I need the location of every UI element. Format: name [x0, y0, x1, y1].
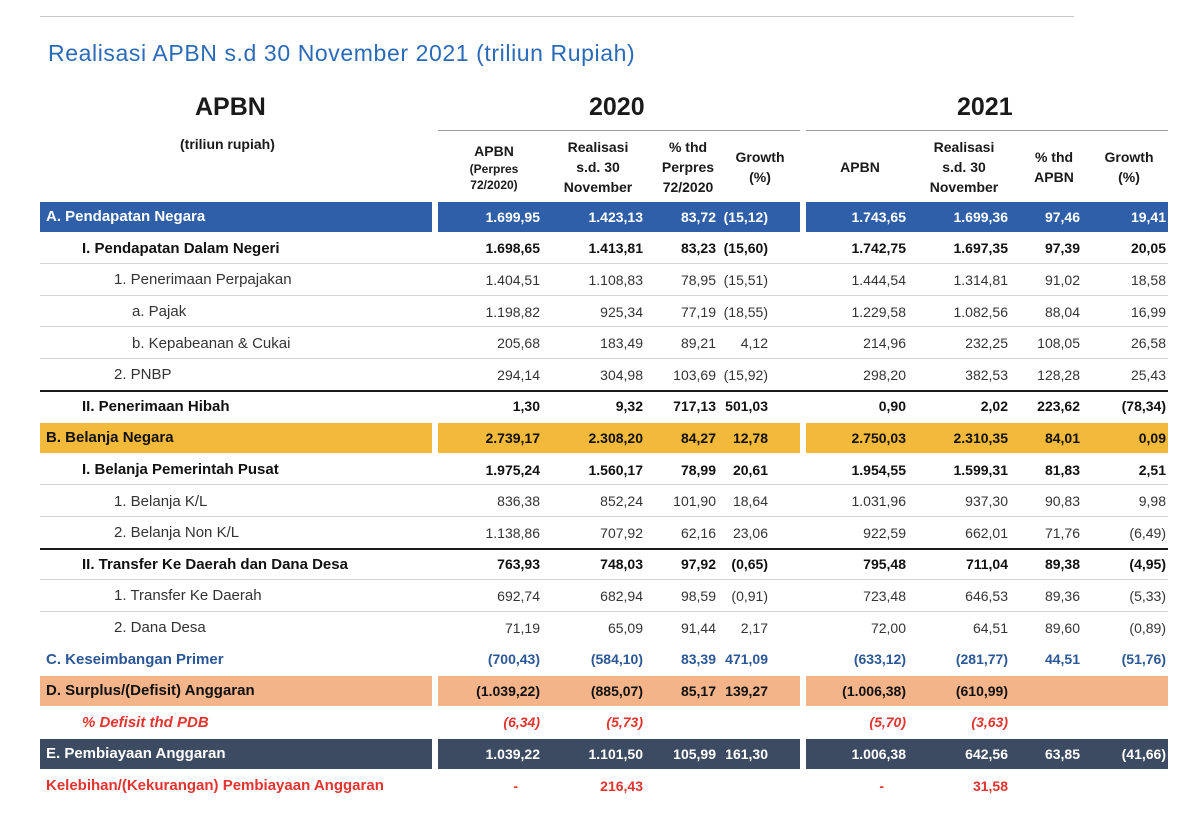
row-label: II. Penerimaan Hibah [82, 397, 230, 415]
value-cell: 71,19 [504, 619, 540, 636]
row-label: A. Pendapatan Negara [46, 208, 206, 226]
value-cell: 139,27 [725, 682, 768, 699]
value-cell: 1.423,13 [588, 208, 643, 225]
value-cell: (51,76) [1121, 651, 1166, 668]
value-cell: (15,12) [723, 208, 768, 225]
value-cell: (18,55) [723, 303, 768, 320]
value-cell: (1.039,22) [476, 682, 540, 699]
row-label: 1. Transfer Ke Daerah [114, 587, 262, 605]
table-row [40, 360, 1168, 392]
value-cell: 1.413,81 [588, 240, 643, 257]
unit-subheading: (triliun rupiah) [180, 136, 275, 152]
value-cell: 1.743,65 [851, 208, 906, 225]
table-row [40, 581, 1168, 612]
value-cell: 1,30 [512, 398, 540, 415]
value-cell: 1.108,83 [588, 271, 643, 288]
value-cell: 62,16 [680, 524, 716, 541]
value-cell: 304,98 [600, 366, 643, 383]
col-2020-pct-label: % thd Perpres 72/2020 [661, 138, 715, 196]
value-cell: 294,14 [497, 366, 540, 383]
table-row [40, 234, 1168, 265]
value-cell: - [513, 777, 518, 794]
value-cell: 1.006,38 [851, 745, 906, 762]
value-cell: 97,39 [1044, 240, 1080, 257]
value-cell: 232,25 [965, 335, 1008, 352]
year-2020-heading: 2020 [589, 93, 645, 121]
value-cell: (78,34) [1121, 398, 1166, 415]
value-cell: 91,44 [680, 619, 716, 636]
value-cell: 1.138,86 [485, 524, 540, 541]
value-cell: 16,99 [1130, 303, 1166, 320]
value-cell: 78,99 [680, 461, 716, 478]
value-cell: 836,38 [497, 493, 540, 510]
value-cell: 382,53 [965, 366, 1008, 383]
value-cell: 84,01 [1044, 429, 1080, 446]
value-cell: 89,60 [1044, 619, 1080, 636]
value-cell: 214,96 [863, 335, 906, 352]
value-cell: 9,32 [615, 398, 643, 415]
value-cell: 1.039,22 [485, 745, 540, 762]
value-cell: 922,59 [863, 524, 906, 541]
value-cell: 12,78 [732, 429, 768, 446]
value-cell: 717,13 [673, 398, 716, 415]
value-cell: 1.954,55 [851, 461, 906, 478]
value-cell: (5,33) [1129, 587, 1166, 604]
value-cell: 19,41 [1130, 208, 1166, 225]
value-cell: 2.310,35 [953, 429, 1008, 446]
value-cell: 71,76 [1044, 524, 1080, 541]
value-cell: (700,43) [487, 651, 540, 668]
row-label: D. Surplus/(Defisit) Anggaran [46, 682, 255, 700]
value-cell: 2.308,20 [588, 429, 643, 446]
value-cell: 711,04 [965, 556, 1008, 573]
value-cell: 20,61 [732, 461, 768, 478]
col-2020-apbn-label: APBN [474, 142, 514, 159]
value-cell: 1.599,31 [953, 461, 1008, 478]
table-row [40, 771, 1168, 801]
value-cell: 65,09 [607, 619, 643, 636]
value-cell: 183,49 [600, 335, 643, 352]
row-label: E. Pembiayaan Anggaran [46, 745, 226, 763]
value-cell: 1.314,81 [953, 271, 1008, 288]
value-cell: 25,43 [1130, 366, 1166, 383]
value-cell: 0,90 [878, 398, 906, 415]
value-cell: (15,60) [723, 240, 768, 257]
value-cell: 795,48 [863, 556, 906, 573]
value-cell: (4,95) [1129, 556, 1166, 573]
value-cell: 471,09 [725, 651, 768, 668]
table-row [40, 202, 1168, 232]
row-label: C. Keseimbangan Primer [46, 650, 224, 668]
value-cell: 1.560,17 [588, 461, 643, 478]
value-cell: (15,92) [723, 366, 768, 383]
value-cell: 18,58 [1130, 271, 1166, 288]
value-cell: 64,51 [972, 619, 1008, 636]
value-cell: 2,17 [740, 619, 768, 636]
value-cell: 89,38 [1044, 556, 1080, 573]
row-label: I. Pendapatan Dalam Negeri [82, 239, 280, 257]
col-2021-growth-label: Growth (%) [1104, 148, 1154, 185]
value-cell: - [879, 777, 884, 794]
value-cell: 223,62 [1037, 398, 1080, 415]
table-row [40, 392, 1168, 422]
table-row [40, 265, 1168, 296]
value-cell: 707,92 [600, 524, 643, 541]
value-cell: 81,83 [1044, 461, 1080, 478]
value-cell: 78,95 [680, 271, 716, 288]
col-2020-realisasi-label: Realisasi s.d. 30 November [563, 138, 633, 196]
table-row [40, 328, 1168, 359]
value-cell: (885,07) [590, 682, 643, 699]
value-cell: 1.699,36 [953, 208, 1008, 225]
table-row [40, 739, 1168, 769]
value-cell: 97,46 [1044, 208, 1080, 225]
table-row [40, 297, 1168, 328]
table-row [40, 676, 1168, 706]
value-cell: 1.975,24 [485, 461, 540, 478]
value-cell: 1.697,35 [953, 240, 1008, 257]
row-label: b. Kepabeanan & Cukai [132, 334, 291, 352]
value-cell: (6,49) [1129, 524, 1166, 541]
value-cell: 1.031,96 [851, 493, 906, 510]
col-2020-growth-label: Growth (%) [735, 148, 785, 185]
value-cell: 9,98 [1138, 493, 1166, 510]
row-label: B. Belanja Negara [46, 429, 174, 447]
table-row [40, 708, 1168, 738]
value-cell: 2.750,03 [851, 429, 906, 446]
value-cell: 105,99 [673, 745, 716, 762]
value-cell: 83,23 [680, 240, 716, 257]
value-cell: 763,93 [497, 556, 540, 573]
value-cell: 501,03 [725, 398, 768, 415]
value-cell: 26,58 [1130, 335, 1166, 352]
value-cell: 1.742,75 [851, 240, 906, 257]
apbn-heading: APBN [195, 93, 266, 121]
value-cell: 103,69 [673, 366, 716, 383]
table-row [40, 455, 1168, 486]
table-row [40, 518, 1168, 550]
row-label: 2. Dana Desa [114, 619, 206, 637]
row-label: 2. PNBP [114, 366, 172, 384]
value-cell: (1.006,38) [842, 682, 906, 699]
value-cell: 1.082,56 [953, 303, 1008, 320]
value-cell: 4,12 [740, 335, 768, 352]
value-cell: 0,09 [1138, 429, 1166, 446]
page-title: Realisasi APBN s.d 30 November 2021 (triliun Rupiah) [48, 40, 636, 66]
value-cell: 101,90 [673, 493, 716, 510]
value-cell: 1.229,58 [851, 303, 906, 320]
value-cell: 108,05 [1037, 335, 1080, 352]
value-cell: (3,63) [971, 714, 1008, 731]
value-cell: 2,51 [1138, 461, 1166, 478]
value-cell: 642,56 [965, 745, 1008, 762]
value-cell: 90,83 [1044, 493, 1080, 510]
value-cell: 161,30 [725, 745, 768, 762]
row-label: II. Transfer Ke Daerah dan Dana Desa [82, 555, 348, 573]
value-cell: 83,39 [680, 651, 716, 668]
value-cell: 91,02 [1044, 271, 1080, 288]
row-label: a. Pajak [132, 303, 187, 321]
value-cell: 1.101,50 [588, 745, 643, 762]
value-cell: 748,03 [600, 556, 643, 573]
value-cell: 1.698,65 [485, 240, 540, 257]
row-label: Kelebihan/(Kekurangan) Pembiayaan Anggaran [46, 777, 384, 795]
value-cell: 216,43 [600, 777, 643, 794]
value-cell: 98,59 [680, 587, 716, 604]
value-cell: 89,36 [1044, 587, 1080, 604]
value-cell: (6,34) [503, 714, 540, 731]
value-cell: 1.404,51 [485, 271, 540, 288]
value-cell: (0,65) [731, 556, 768, 573]
value-cell: 77,19 [680, 303, 716, 320]
value-cell: 1.699,95 [485, 208, 540, 225]
value-cell: (584,10) [590, 651, 643, 668]
value-cell: (610,99) [955, 682, 1008, 699]
value-cell: 97,92 [680, 556, 716, 573]
value-cell: 205,68 [497, 335, 540, 352]
value-cell: 20,05 [1130, 240, 1166, 257]
table-row [40, 423, 1168, 453]
value-cell: 89,21 [680, 335, 716, 352]
value-cell: 925,34 [600, 303, 643, 320]
value-cell: 128,28 [1037, 366, 1080, 383]
value-cell: 44,51 [1044, 651, 1080, 668]
table-row [40, 644, 1168, 674]
value-cell: 2,02 [980, 398, 1008, 415]
value-cell: (0,89) [1129, 619, 1166, 636]
year-2021-heading: 2021 [957, 93, 1013, 121]
value-cell: 298,20 [863, 366, 906, 383]
table-row [40, 486, 1168, 517]
value-cell: (5,70) [869, 714, 906, 731]
value-cell: (5,73) [606, 714, 643, 731]
value-cell: 88,04 [1044, 303, 1080, 320]
row-label: % Defisit thd PDB [82, 713, 209, 731]
value-cell: 1.198,82 [485, 303, 540, 320]
col-2021-pct-label: % thd APBN [1034, 148, 1074, 185]
value-cell: 662,01 [965, 524, 1008, 541]
table-row [40, 613, 1168, 643]
value-cell: 83,72 [680, 208, 716, 225]
row-label: 1. Belanja K/L [114, 492, 208, 510]
value-cell: 84,27 [680, 429, 716, 446]
value-cell: 692,74 [497, 587, 540, 604]
value-cell: 85,17 [680, 682, 716, 699]
value-cell: 852,24 [600, 493, 643, 510]
value-cell: 63,85 [1044, 745, 1080, 762]
col-2021-apbn-label: APBN [840, 158, 880, 175]
value-cell: 723,48 [863, 587, 906, 604]
value-cell: 1.444,54 [851, 271, 906, 288]
col-2021-realisasi-label: Realisasi s.d. 30 November [929, 138, 999, 196]
value-cell: 23,06 [732, 524, 768, 541]
value-cell: (15,51) [723, 271, 768, 288]
table-row [40, 550, 1168, 581]
value-cell: 646,53 [965, 587, 1008, 604]
value-cell: 31,58 [972, 777, 1008, 794]
value-cell: 2.739,17 [485, 429, 540, 446]
row-label: 1. Penerimaan Perpajakan [114, 271, 292, 289]
col-2020-apbn-sub: (Perpres 72/2020) [469, 161, 519, 193]
value-cell: (633,12) [853, 651, 906, 668]
value-cell: 937,30 [965, 493, 1008, 510]
value-cell: 682,94 [600, 587, 643, 604]
value-cell: (281,77) [955, 651, 1008, 668]
value-cell: (41,66) [1121, 745, 1166, 762]
row-label: 2. Belanja Non K/L [114, 524, 240, 542]
row-label: I. Belanja Pemerintah Pusat [82, 461, 279, 479]
value-cell: 18,64 [732, 493, 768, 510]
value-cell: 72,00 [870, 619, 906, 636]
value-cell: (0,91) [731, 587, 768, 604]
